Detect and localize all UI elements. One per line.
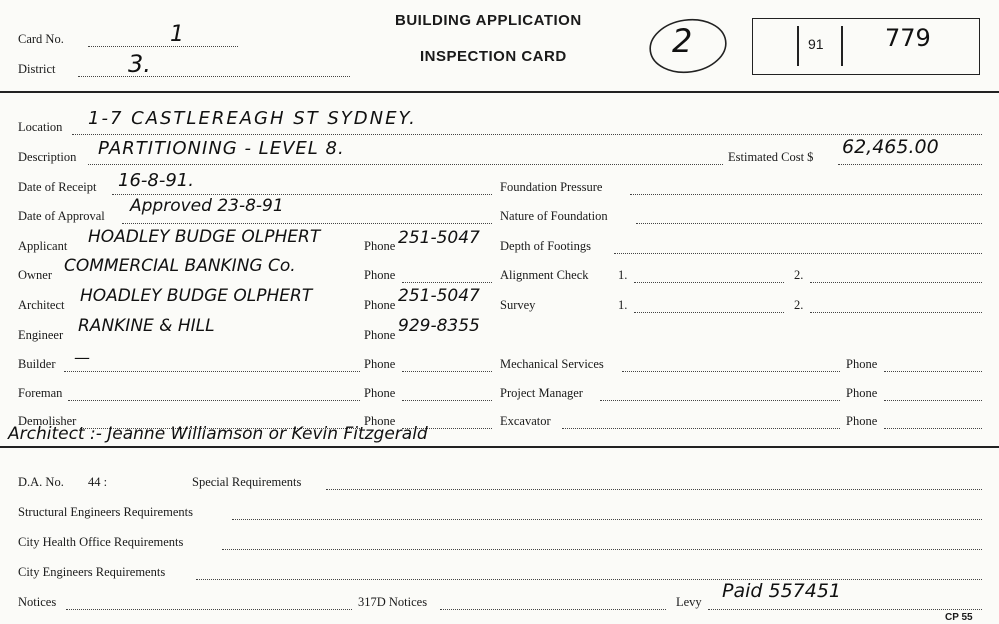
middle-rule (0, 446, 999, 448)
date-of-approval-label: Date of Approval (18, 209, 105, 223)
survey-line2 (810, 312, 982, 313)
levy-value: Paid 557451 (722, 580, 842, 602)
owner-phone-label: Phone (364, 268, 396, 282)
foreman-label: Foreman (18, 386, 63, 400)
da-no-label: D.A. No. (18, 475, 64, 489)
code-divider-2 (841, 26, 843, 66)
survey-num1: 1. (618, 298, 628, 312)
engineer-label: Engineer (18, 328, 64, 342)
demolisher-label: Demolisher (18, 414, 77, 428)
mechanical-services-line (622, 371, 840, 372)
mechanical-services-phone-label: Phone (846, 357, 878, 371)
architect-label: Architect (18, 298, 65, 312)
owner-phone-line (402, 282, 492, 283)
excavator-line (562, 428, 840, 429)
notices-line (66, 609, 352, 610)
owner-value: COMMERCIAL BANKING Co. (64, 256, 296, 276)
code-box (752, 18, 980, 75)
project-manager-line (600, 400, 840, 401)
form-code: CP 55 (945, 612, 973, 623)
estimated-cost-line (838, 164, 982, 165)
header-rule (0, 91, 999, 93)
alignment-check-line2 (810, 282, 982, 283)
builder-value: — (74, 348, 90, 367)
card-no-label: Card No. (18, 32, 64, 46)
city-health-line (222, 549, 982, 550)
description-value: PARTITIONING - LEVEL 8. (98, 138, 345, 159)
engineer-phone-value: 929-8355 (398, 316, 480, 336)
location-label: Location (18, 120, 63, 134)
levy-line (708, 609, 982, 610)
notices-317d-label: 317D Notices (358, 595, 428, 609)
owner-label: Owner (18, 268, 53, 282)
structural-engineers-label: Structural Engineers Requirements (18, 505, 193, 519)
estimated-cost-value: 62,465.00 (842, 136, 939, 158)
builder-phone-label: Phone (364, 357, 396, 371)
special-requirements-line (326, 489, 982, 490)
date-of-approval-value: Approved 23-8-91 (130, 196, 284, 216)
project-manager-phone-line (884, 400, 982, 401)
nature-of-foundation-line (636, 223, 982, 224)
survey-line1 (634, 312, 784, 313)
handwritten-note: Architect :- Jeanne Williamson or Kevin Fitzgerald (8, 424, 428, 444)
excavator-phone-label: Phone (846, 414, 878, 428)
foundation-pressure-line (630, 194, 982, 195)
special-requirements-label: Special Requirements (192, 475, 302, 489)
location-value: 1-7 CASTLEREAGH ST SYDNEY. (88, 108, 417, 129)
city-engineers-label: City Engineers Requirements (18, 565, 166, 579)
levy-label: Levy (676, 595, 702, 609)
project-manager-label: Project Manager (500, 386, 583, 400)
title-line2: INSPECTION CARD (420, 48, 567, 65)
engineer-value: RANKINE & HILL (78, 316, 215, 336)
applicant-value: HOADLEY BUDGE OLPHERT (88, 227, 321, 247)
foreman-phone-label: Phone (364, 386, 396, 400)
builder-label: Builder (18, 357, 56, 371)
structural-engineers-line (232, 519, 982, 520)
circled-number: 2 (672, 22, 693, 60)
architect-phone-label: Phone (364, 298, 396, 312)
code-divider-1 (797, 26, 799, 66)
architect-phone-value: 251-5047 (398, 286, 480, 306)
architect-value: HOADLEY BUDGE OLPHERT (80, 286, 313, 306)
nature-of-foundation-label: Nature of Foundation (500, 209, 608, 223)
date-of-receipt-label: Date of Receipt (18, 180, 97, 194)
survey-label: Survey (500, 298, 536, 312)
builder-phone-line (402, 371, 492, 372)
mechanical-services-label: Mechanical Services (500, 357, 604, 371)
code-number: 779 (885, 24, 931, 52)
estimated-cost-label: Estimated Cost $ (728, 150, 814, 164)
card-no-line (88, 46, 238, 47)
builder-line (64, 371, 360, 372)
card-no-value: 1 (170, 22, 184, 47)
city-engineers-line (196, 579, 982, 580)
depth-of-footings-line (614, 253, 982, 254)
alignment-check-label: Alignment Check (500, 268, 589, 282)
applicant-phone-label: Phone (364, 239, 396, 253)
date-of-receipt-value: 16-8-91. (118, 170, 194, 191)
location-line (72, 134, 982, 135)
project-manager-phone-label: Phone (846, 386, 878, 400)
description-line (88, 164, 723, 165)
description-label: Description (18, 150, 77, 164)
applicant-label: Applicant (18, 239, 68, 253)
alignment-check-line1 (634, 282, 784, 283)
date-of-approval-line (122, 223, 492, 224)
foreman-phone-line (402, 400, 492, 401)
depth-of-footings-label: Depth of Footings (500, 239, 591, 253)
excavator-phone-line (884, 428, 982, 429)
foreman-line (68, 400, 360, 401)
district-line (78, 76, 350, 77)
survey-num2: 2. (794, 298, 804, 312)
excavator-label: Excavator (500, 414, 551, 428)
da-no-value: 44 : (88, 475, 108, 489)
code-prefix: 91 (808, 36, 824, 52)
alignment-check-num2: 2. (794, 268, 804, 282)
notices-label: Notices (18, 595, 57, 609)
demolisher-phone-label: Phone (364, 414, 396, 428)
date-of-receipt-line (112, 194, 492, 195)
notices-317d-line (440, 609, 666, 610)
mechanical-services-phone-line (884, 371, 982, 372)
district-label: District (18, 62, 56, 76)
foundation-pressure-label: Foundation Pressure (500, 180, 603, 194)
engineer-phone-label: Phone (364, 328, 396, 342)
district-value: 3. (128, 50, 151, 78)
alignment-check-num1: 1. (618, 268, 628, 282)
applicant-phone-value: 251-5047 (398, 228, 480, 248)
city-health-label: City Health Office Requirements (18, 535, 184, 549)
title-line1: BUILDING APPLICATION (395, 12, 582, 29)
